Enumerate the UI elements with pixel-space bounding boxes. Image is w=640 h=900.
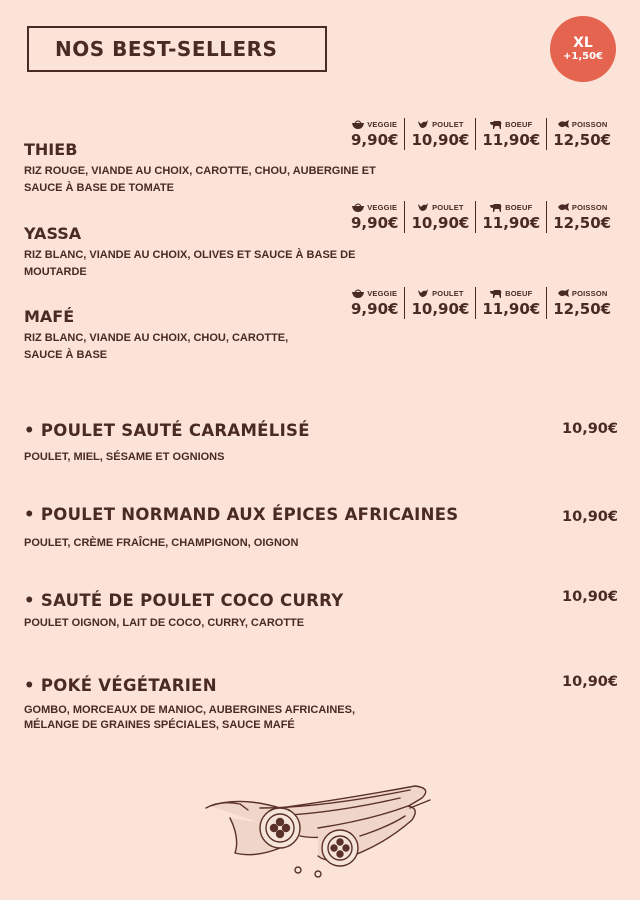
bowl-icon bbox=[352, 289, 364, 298]
special-name: • POULET NORMAND AUX ÉPICES AFRICAINES bbox=[24, 505, 459, 524]
fish-icon bbox=[557, 289, 569, 298]
special-name: • SAUTÉ DE POULET COCO CURRY bbox=[24, 591, 344, 610]
special-name: • POKÉ VÉGÉTARIEN bbox=[24, 676, 217, 695]
price-poisson: 12,50€ bbox=[553, 131, 612, 149]
xl-badge bbox=[550, 16, 616, 82]
dish-yassa bbox=[24, 224, 624, 281]
chicken-icon bbox=[417, 203, 429, 212]
special-price: 10,90€ bbox=[562, 421, 618, 437]
dish-name: THIEB bbox=[24, 140, 78, 159]
price-poulet: 10,90€ bbox=[411, 131, 470, 149]
dish-mafe bbox=[24, 307, 624, 364]
chicken-icon bbox=[417, 289, 429, 298]
header-boeuf: BOEUF bbox=[505, 288, 533, 298]
header-veggie: VEGGIE bbox=[367, 119, 398, 129]
special-description: POULET, MIEL, SÉSAME ET OGNIONS bbox=[24, 451, 225, 463]
header-poulet: POULET bbox=[432, 202, 464, 212]
special-price: 10,90€ bbox=[562, 674, 618, 690]
cow-icon bbox=[490, 289, 502, 298]
special-poulet-caramelise bbox=[24, 421, 620, 465]
header-poisson: POISSON bbox=[571, 288, 608, 298]
header-poisson: POISSON bbox=[571, 119, 608, 129]
special-poke-vegetarien bbox=[24, 676, 620, 733]
header-veggie: VEGGIE bbox=[367, 288, 398, 298]
special-poulet-normand bbox=[24, 505, 620, 551]
fish-icon bbox=[557, 120, 569, 129]
special-price: 10,90€ bbox=[562, 589, 618, 605]
title-box bbox=[27, 26, 327, 72]
price-boeuf: 11,90€ bbox=[482, 300, 541, 318]
dish-description: RIZ ROUGE, VIANDE AU CHOIX, CAROTTE, CHOU, AUBERGINE ET SAUCE À BASE DE TOMATE bbox=[24, 165, 376, 194]
special-description: GOMBO, MORCEAUX DE MANIOC, AUBERGINES AFRICAINES, MÉLANGE DE GRAINES SPÉCIALES, SAUCE MAFÉ bbox=[24, 704, 356, 731]
cow-icon bbox=[490, 120, 502, 129]
dish-description: RIZ BLANC, VIANDE AU CHOIX, OLIVES ET SAUCE À BASE DE MOUTARDE bbox=[24, 249, 356, 278]
price-poisson: 12,50€ bbox=[553, 300, 612, 318]
okra-illustration bbox=[200, 778, 440, 888]
xl-badge-price: +1,50€ bbox=[562, 50, 603, 62]
header-poulet: POULET bbox=[432, 119, 464, 129]
price-boeuf: 11,90€ bbox=[482, 131, 541, 149]
dish-name: MAFÉ bbox=[24, 307, 75, 326]
header-boeuf: BOEUF bbox=[505, 119, 533, 129]
header-poisson: POISSON bbox=[571, 202, 608, 212]
special-description: POULET, CRÈME FRAÎCHE, CHAMPIGNON, OIGNON bbox=[24, 537, 299, 549]
cow-icon bbox=[490, 203, 502, 212]
special-name: • POULET SAUTÉ CARAMÉLISÉ bbox=[24, 421, 310, 440]
xl-badge-label: XL bbox=[573, 34, 593, 51]
dish-name: YASSA bbox=[24, 224, 82, 243]
chicken-icon bbox=[417, 120, 429, 129]
price-veggie: 9,90€ bbox=[351, 131, 399, 149]
price-veggie: 9,90€ bbox=[351, 300, 399, 318]
header-poulet: POULET bbox=[432, 288, 464, 298]
price-poulet: 10,90€ bbox=[411, 214, 470, 232]
header-boeuf: BOEUF bbox=[505, 202, 533, 212]
bowl-icon bbox=[352, 203, 364, 212]
bowl-icon bbox=[352, 120, 364, 129]
fish-icon bbox=[557, 203, 569, 212]
dish-thieb bbox=[24, 140, 624, 197]
price-poisson: 12,50€ bbox=[553, 214, 612, 232]
header-veggie: VEGGIE bbox=[367, 202, 398, 212]
special-description: POULET OIGNON, LAIT DE COCO, CURRY, CAROTTE bbox=[24, 617, 305, 629]
price-poulet: 10,90€ bbox=[411, 300, 470, 318]
price-veggie: 9,90€ bbox=[351, 214, 399, 232]
page-title: NOS BEST-SELLERS bbox=[55, 37, 278, 61]
special-coco-curry bbox=[24, 591, 620, 631]
price-boeuf: 11,90€ bbox=[482, 214, 541, 232]
special-price: 10,90€ bbox=[562, 509, 618, 525]
okra-drawing bbox=[206, 786, 430, 877]
dish-description: RIZ BLANC, VIANDE AU CHOIX, CHOU, CAROTTE, SAUCE À BASE bbox=[24, 332, 289, 361]
